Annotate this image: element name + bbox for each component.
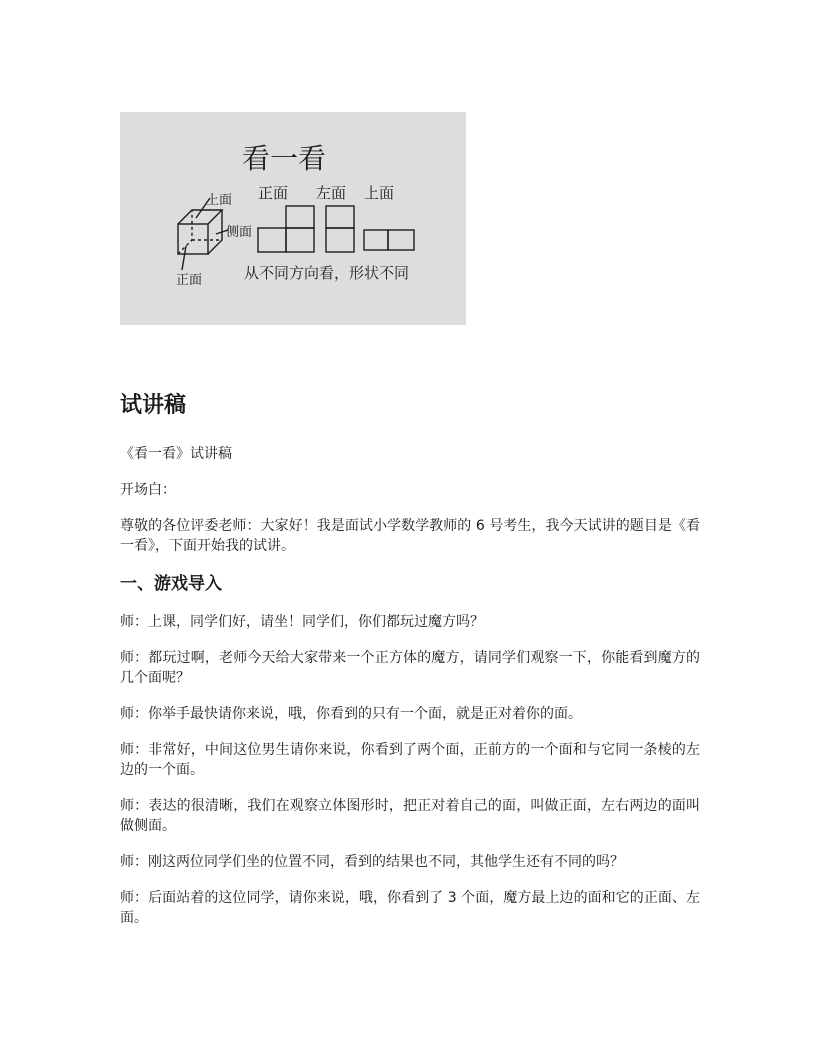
- document-subtitle: 《看一看》试讲稿: [120, 446, 232, 462]
- view-label-left: 左面: [316, 184, 347, 202]
- dialogue-paragraph: 师：表达的很清晰，我们在观察立体图形时，把正对着自己的面，叫做正面，左右两边的面叫做侧面。: [120, 798, 700, 834]
- cube-label-side: 侧面: [226, 225, 253, 240]
- view-label-top: 上面: [364, 184, 395, 202]
- dialogue-paragraph: 师：你举手最快请你来说，哦，你看到的只有一个面，就是正对着你的面。: [120, 706, 582, 722]
- dialogue-paragraph: 师：非常好，中间这位男生请你来说，你看到了两个面，正前方的一个面和与它同一条棱的左边的一个面。: [120, 742, 700, 778]
- handwritten-sketch: [120, 112, 466, 325]
- opening-paragraph: 尊敬的各位评委老师：大家好！我是面试小学数学教师的 6 号考生，我今天试讲的题目是《看一看》，下面开始我的试讲。: [120, 518, 700, 554]
- cube-label-top: 上面: [206, 193, 233, 208]
- document-body: [120, 392, 700, 944]
- dialogue-paragraph: 师：刚这两位同学们坐的位置不同，看到的结果也不同，其他学生还有不同的吗？: [120, 854, 624, 870]
- cube-label-front: 正面: [176, 273, 203, 288]
- section-heading-game-intro: 一、游戏导入: [120, 574, 222, 594]
- handwritten-photo: [120, 112, 466, 325]
- view-label-front: 正面: [258, 184, 289, 202]
- dialogue-paragraph: 师：后面站着的这位同学，请你来说，哦，你看到了 3 个面，魔方最上边的面和它的正面、左面。: [120, 890, 700, 926]
- document-title: 试讲稿: [120, 393, 187, 418]
- photo-caption: 从不同方向看，形状不同: [244, 264, 410, 282]
- dialogue-paragraph: 师：上课，同学们好，请坐！同学们，你们都玩过魔方吗？: [120, 614, 484, 630]
- photo-title: 看一看: [242, 142, 327, 175]
- dialogue-paragraph: 师：都玩过啊，老师今天给大家带来一个正方体的魔方，请同学们观察一下，你能看到魔方的几个面呢？: [120, 650, 700, 686]
- opening-label: 开场白：: [120, 482, 176, 498]
